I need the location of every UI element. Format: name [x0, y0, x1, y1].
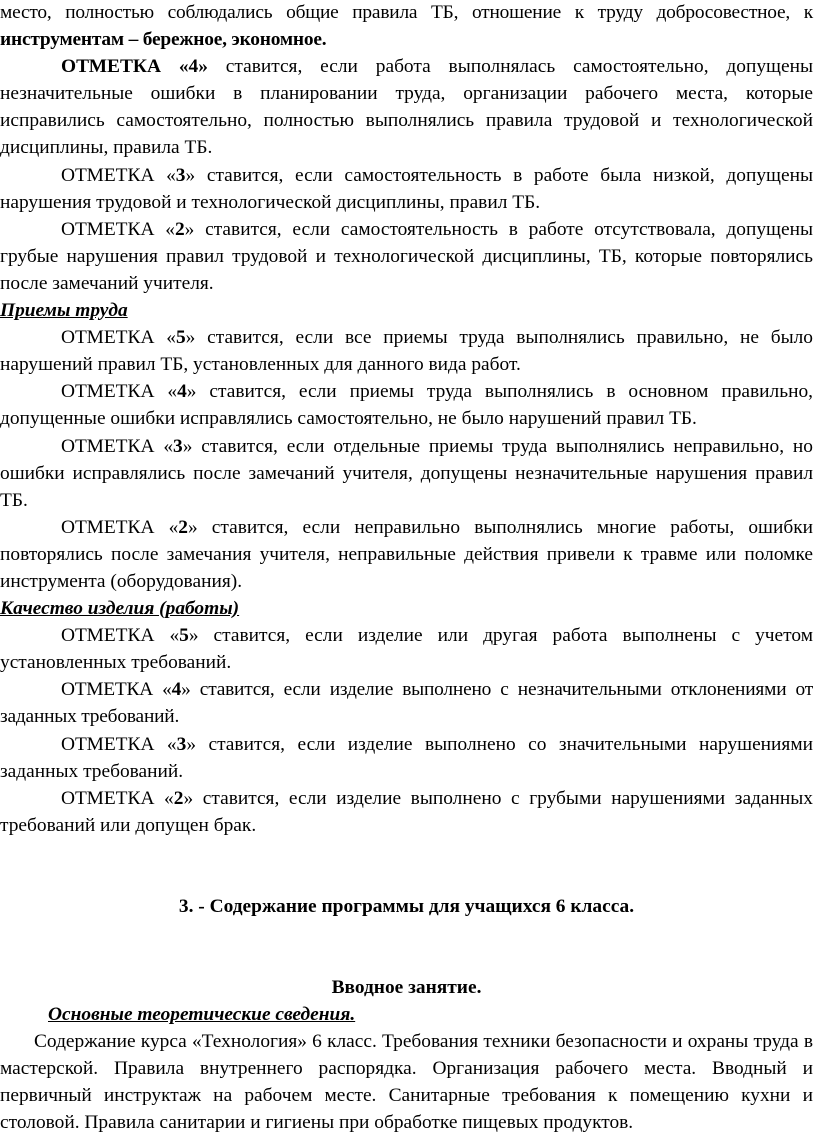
grade-text: ставится, если приемы труда выполнялись в основном правильно, допущенные ошибки исправлялись самостоятельно, не было нарушений правил ТБ. [0, 381, 813, 430]
theory-section-title: Основные теоретические сведения. [48, 1004, 356, 1026]
grade-label: ОТМЕТКА «4» [61, 56, 208, 78]
labor-grade-3: ОТМЕТКА «3» ставится, если отдельные приемы труда выполнялись неправильно, но ошибки исправлялись после замечаний учителя, допущены незначительные нарушения правил ТБ. [0, 435, 813, 511]
org-grade-3: ОТМЕТКА «3» ставится, если самостоятельность в работе была низкой, допущены нарушения трудовой и технологической дисциплины, правил ТБ. [0, 164, 813, 213]
grade-number: 5 [175, 327, 186, 349]
grade-number: 2 [174, 218, 185, 240]
quality-grade-4: ОТМЕТКА «4» ставится, если изделие выполнено с незначительными отклонениями от заданных требований. [0, 679, 814, 728]
grade-text: ставится, если самостоятельность в работе была низкой, допущены нарушения трудовой и технологической дисциплины, правил ТБ. [0, 164, 813, 213]
intro-text: место, полностью соблюдались общие правила ТБ, отношение к труду добросовестное, к [0, 2, 813, 23]
spacer [0, 839, 813, 893]
intro-lesson-heading: Вводное занятие. [331, 977, 482, 998]
quality-grade-3: ОТМЕТКА «3» ставится, если изделие выполнено со значительными нарушениями заданных требований. [0, 733, 813, 782]
quality-grade-5: ОТМЕТКА «5» ставится, если изделие или другая работа выполнены с учетом установленных требований. [0, 625, 813, 674]
org-grade-4 [0, 53, 813, 161]
grade-number: 2 [178, 516, 188, 538]
grade-number: 4 [171, 679, 182, 701]
grade-number: 3 [176, 733, 187, 755]
grade-text: ставится, если самостоятельность в работе отсутствовала, допущены грубые нарушения правил трудовой и технологической дисциплины, ТБ, которые повторялись после замечаний учителя. [0, 218, 813, 294]
grade-number: 5 [179, 625, 189, 647]
labor-grade-2: ОТМЕТКА «2» ставится, если неправильно выполнялись многие работы, ошибки повторялись после замечания учителя, неправильные действия привели к травме или поломке инструмента (оборудования). [0, 516, 813, 592]
labor-grade-4: ОТМЕТКА «4» ставится, если приемы труда выполнялись в основном правильно, допущенные ошибки исправлялись самостоятельно, не было нарушений правил ТБ. [0, 381, 813, 430]
spacer [0, 920, 813, 974]
grade-text: ставится, если изделие выполнено со значительными нарушениями заданных требований. [0, 733, 813, 782]
grade-text: ставится, если все приемы труда выполнялись правильно, не было нарушений правил ТБ, установленных для данного вида работ. [0, 327, 813, 376]
intro-paragraph [0, 0, 813, 53]
grade-text: ставится, если изделие выполнено с грубыми нарушениями заданных требований или допущен брак. [0, 787, 813, 836]
labor-section-title: Приемы труда [0, 300, 128, 322]
grade-number: 3 [175, 164, 186, 186]
quality-section-title: Качество изделия (работы) [0, 598, 240, 620]
grade-text: ставится, если отдельные приемы труда выполнялись неправильно, но ошибки исправлялись после замечаний учителя, допущены незначительные нарушения правил ТБ. [0, 435, 813, 511]
intro-bold-text: инструментам – бережное, экономное. [0, 29, 327, 51]
quality-grade-2: ОТМЕТКА «2» ставится, если изделие выполнено с грубыми нарушениями заданных требований или допущен брак. [0, 787, 813, 836]
grade-text: ставится, если работа выполнялась самостоятельно, допущены незначительные ошибки в планировании труда, организации рабочего места, которые исправились самостоятельно, полностью выполнялись правила трудовой и технологической дисциплины, правила ТБ. [0, 56, 813, 159]
grade-text: ставится, если изделие выполнено с незначительными отклонениями от заданных требований. [0, 679, 814, 728]
grade-number: 3 [173, 435, 183, 457]
grade-text: ставится, если неправильно выполнялись многие работы, ошибки повторялись после замечания учителя, неправильные действия привели к травме или поломке инструмента (оборудования). [0, 516, 813, 592]
grade-number: 4 [177, 381, 187, 403]
section-heading: 3. - Содержание программы для учащихся 6 класса. [178, 895, 635, 917]
labor-grade-5: ОТМЕТКА «5» ставится, если все приемы труда выполнялись правильно, не было нарушений правил ТБ, установленных для данного вида работ. [0, 327, 813, 376]
grade-number: 2 [173, 787, 184, 809]
org-grade-2: ОТМЕТКА «2» ставится, если самостоятельность в работе отсутствовала, допущены грубые нарушения правил трудовой и технологической дисциплины, ТБ, которые повторялись после замечаний учителя. [0, 218, 813, 294]
grade-text: ставится, если изделие или другая работа выполнены с учетом установленных требований. [0, 625, 813, 674]
theory-paragraph: Содержание курса «Технология» 6 класс. Требования техники безопасности и охраны труда в мастерской. Правила внутреннего распорядка. Организация рабочего места. Вводный и первичный инструктаж на рабочем месте. Санитарные требования к помещению кухни и столовой. Правила санитарии и гигиены при обработке пищевых продуктов. [0, 1031, 813, 1134]
